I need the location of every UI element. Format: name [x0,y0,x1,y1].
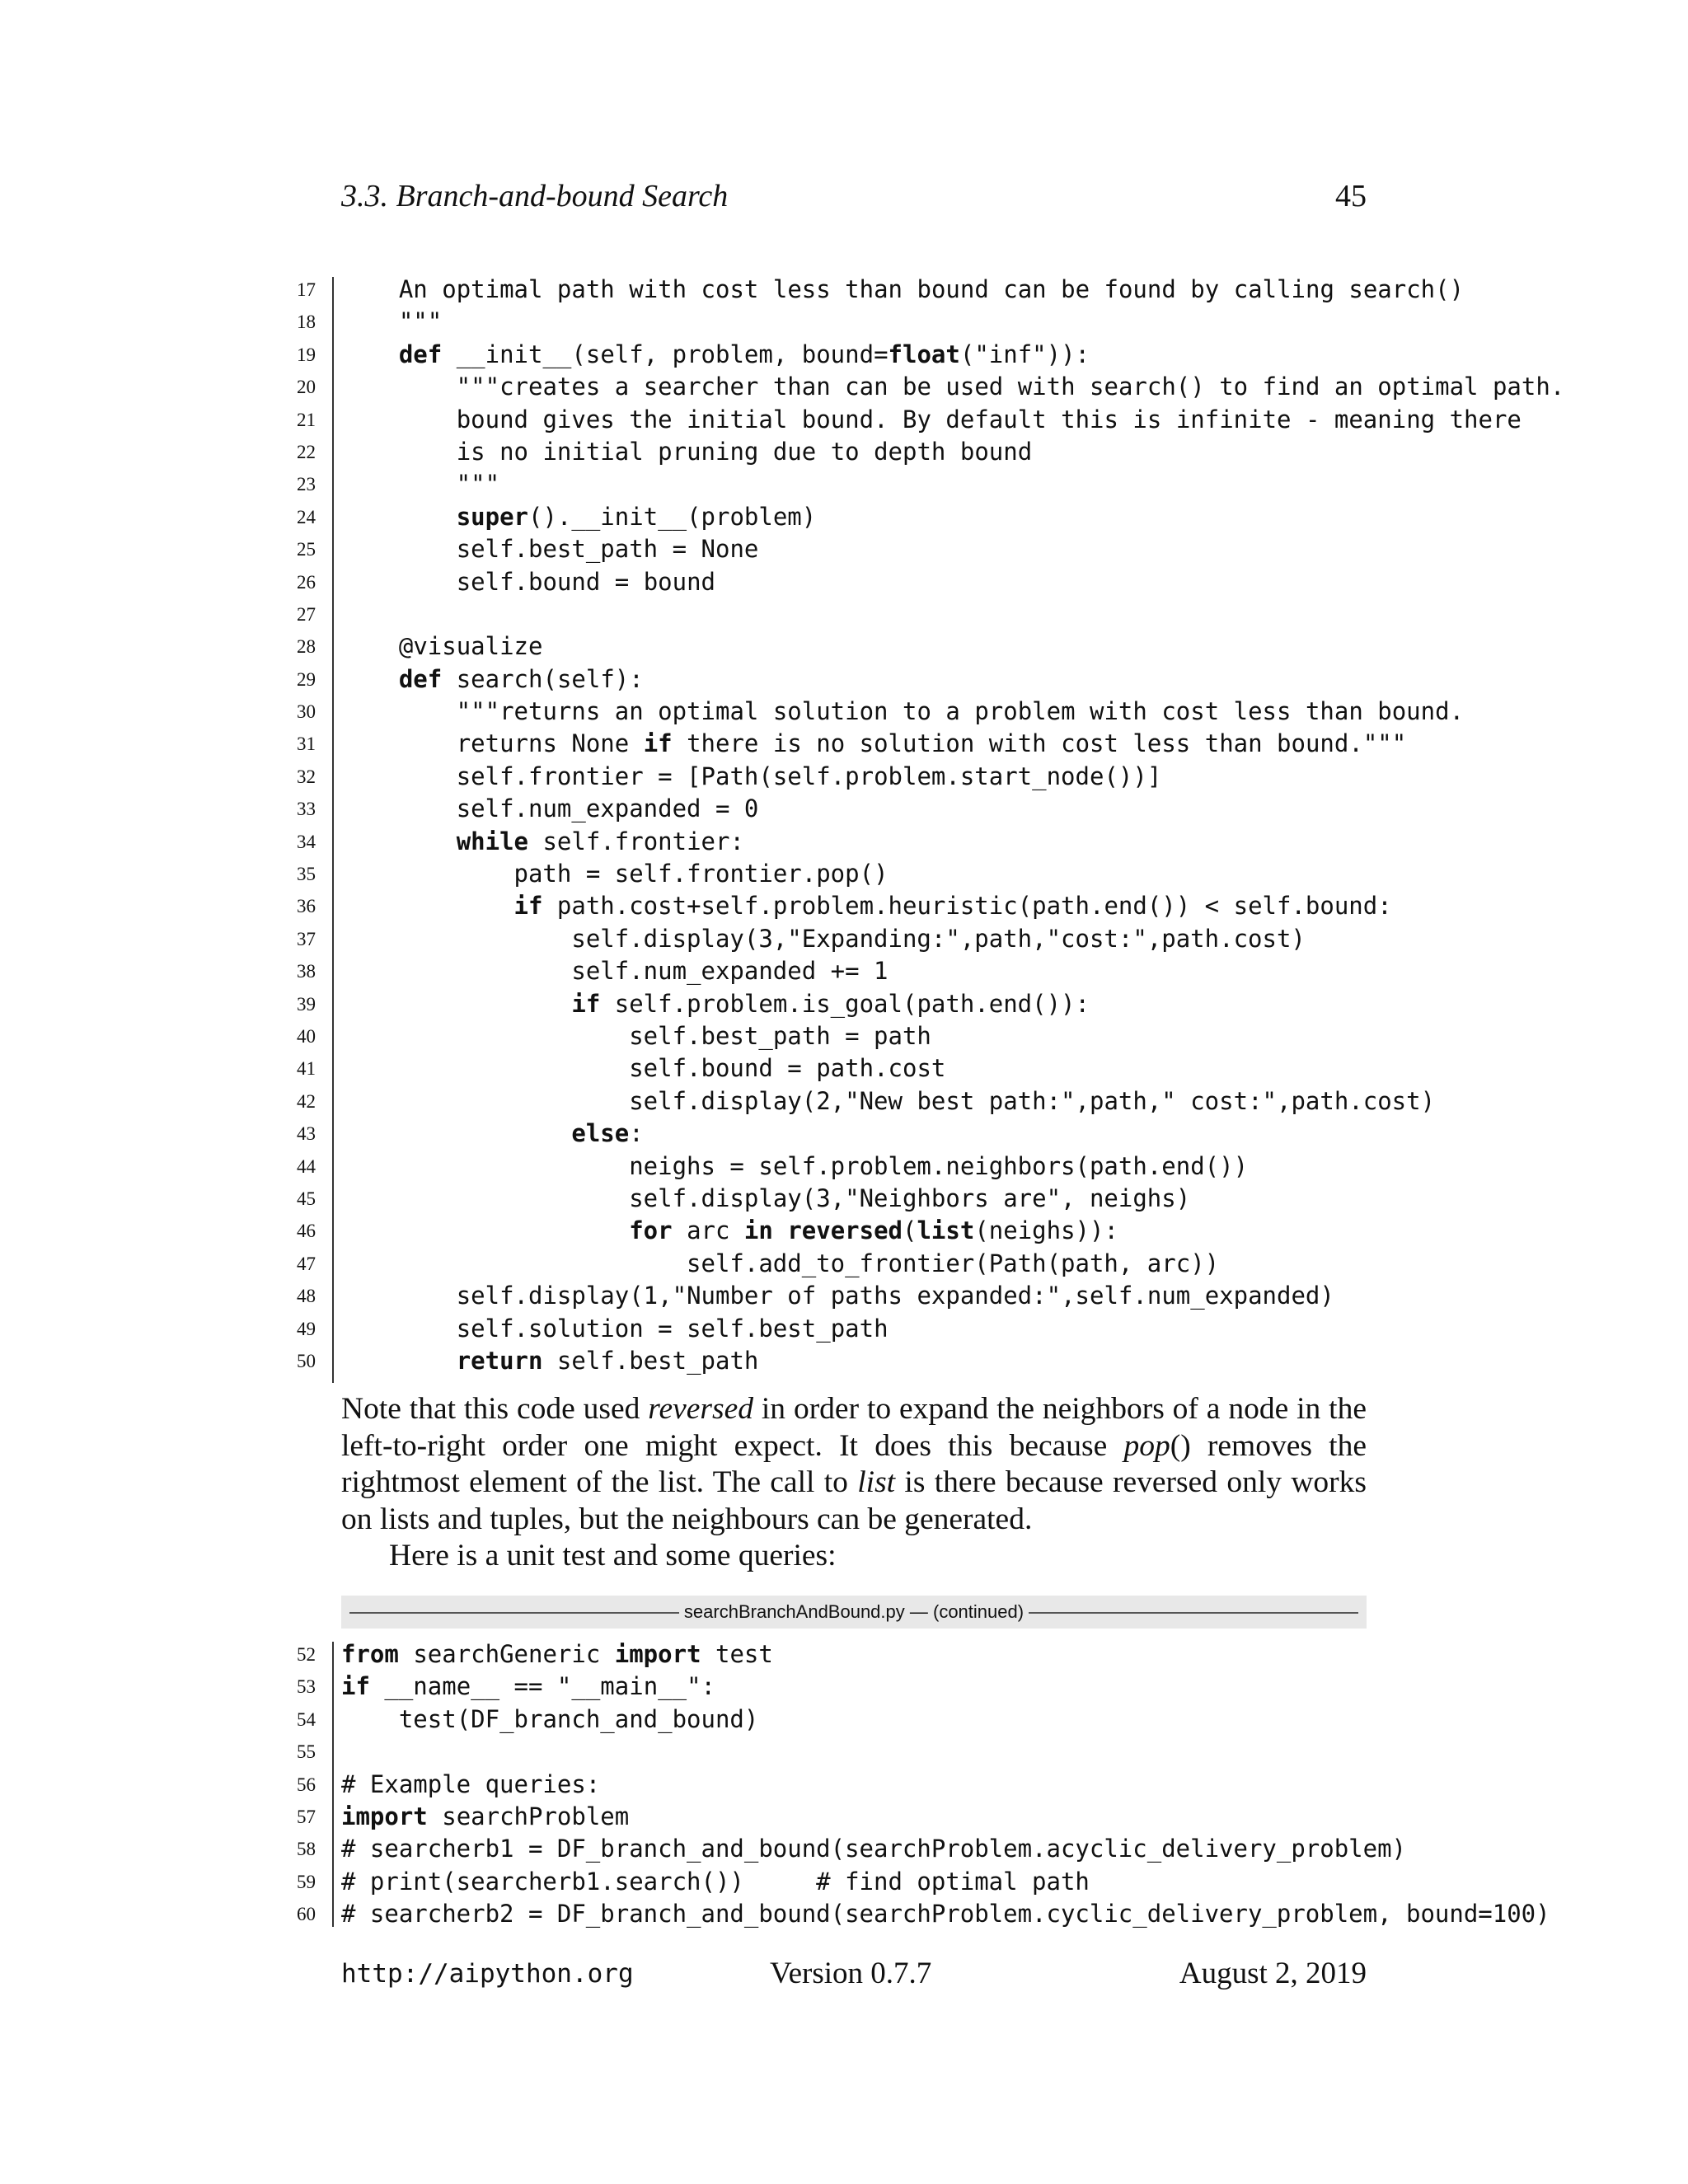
code-text: path = self.frontier.pop() [513,860,889,888]
code-text: self.display(2,"New best path:",path," cost:",path.cost) [629,1086,1436,1115]
code-text: return self.best_path [456,1346,759,1375]
code-text: # print(searcherb1.search()) # find optimal path [341,1867,1090,1896]
code-text: self.display(3,"Expanding:",path,"cost:",path.cost) [571,924,1306,953]
line-number: 22 [297,441,316,462]
footer-version: Version 0.7.7 [770,1957,932,1990]
code-line [0,1801,1688,1833]
code-line [0,1280,1688,1312]
code-line [0,1833,1688,1865]
listing-caption: searchBranchAndBound.py — (continued) [341,1599,1367,1625]
line-number: 20 [297,377,316,398]
code-line [0,890,1688,922]
line-number: 45 [297,1188,316,1209]
code-text: self.num_expanded += 1 [571,957,889,986]
code-line [0,1020,1688,1052]
code-line [0,1052,1688,1085]
code-line [0,566,1688,598]
line-number: 26 [297,571,316,593]
code-text: is no initial pruning due to depth bound [456,437,1033,466]
code-line [0,306,1688,338]
line-number: 27 [297,603,316,625]
code-line [0,274,1688,306]
code-line [0,663,1688,696]
code-text: An optimal path with cost less than bound can be found by calling search() [398,275,1465,303]
code-line [0,468,1688,500]
code-line [0,988,1688,1020]
code-line [0,1736,1688,1768]
code-line [0,436,1688,468]
line-number: 30 [297,701,316,723]
line-number: 17 [297,279,316,300]
code-text: # Example queries: [341,1769,601,1798]
line-number: 37 [297,928,316,949]
code-text: self.add_to_frontier(Path(path, arc)) [687,1249,1220,1277]
code-listing-2-rule [332,1642,334,1927]
line-number: 55 [297,1741,316,1763]
code-text: self.num_expanded = 0 [456,794,759,823]
code-text: """creates a searcher than can be used with search() to find an optimal path. [341,373,1565,401]
line-number: 46 [297,1221,316,1242]
line-number: 38 [297,961,316,982]
code-line [0,1769,1688,1801]
listing-caption-bar [341,1596,1367,1629]
line-number: 43 [297,1123,316,1145]
code-line [0,826,1688,858]
code-line [0,761,1688,793]
line-number: 50 [297,1350,316,1371]
code-line [0,858,1688,890]
code-line [0,696,1688,728]
line-number: 47 [297,1253,316,1274]
line-number: 57 [297,1806,316,1827]
line-number: 40 [297,1025,316,1047]
line-number: 29 [297,668,316,690]
code-line [0,501,1688,533]
line-number: 31 [297,733,316,755]
code-text: bound gives the initial bound. By default this is infinite - meaning there [456,405,1522,434]
line-number: 49 [297,1318,316,1339]
line-number: 53 [297,1676,316,1698]
code-listing-1 [0,274,1688,1377]
code-text: from searchGeneric import test [341,1640,773,1668]
code-line [0,1151,1688,1183]
code-line [0,533,1688,565]
code-text: super().__init__(problem) [456,502,817,531]
code-listing-2 [0,1638,1688,1931]
line-number: 42 [297,1090,316,1112]
code-text: for arc in reversed(list(neighs)): [629,1216,1118,1245]
code-line [0,630,1688,663]
paragraph-1: Note that this code used reversed in order to expand the neighbors of a node in the left-to-right order one might expect. It does this because pop() removes the rightmost element of the list. The call to list is there because reversed only works on lists and tuples, but the neighbours can be generated. [341,1392,1367,1536]
footer-url: http://aipython.org [341,1959,634,1989]
line-number: 35 [297,864,316,885]
code-text: def __init__(self, problem, bound=float("inf")): [398,340,1090,368]
code-line [0,1248,1688,1280]
code-text: """ [341,307,443,336]
code-text: if __name__ == "__main__": [341,1672,715,1701]
code-text: self.solution = self.best_path [456,1314,889,1343]
code-line [0,1345,1688,1377]
code-line [0,955,1688,987]
code-text: while self.frontier: [456,827,744,855]
code-line [0,371,1688,403]
code-line [0,1313,1688,1345]
line-number: 32 [297,766,316,787]
line-number: 52 [297,1644,316,1665]
code-text: # searcherb1 = DF_branch_and_bound(searchProblem.acyclic_delivery_problem) [341,1835,1407,1863]
code-text: self.best_path = None [456,535,759,564]
code-text: """ [341,470,500,499]
line-number: 24 [297,506,316,527]
line-number: 56 [297,1774,316,1795]
code-text: self.display(1,"Number of paths expanded:",self.num_expanded) [456,1282,1334,1310]
code-line [0,1704,1688,1736]
code-text: # searcherb2 = DF_branch_and_bound(searchProblem.cyclic_delivery_problem, bound=100) [341,1900,1550,1929]
code-text: self.best_path = path [629,1021,931,1050]
section-title: 3.3. Branch-and-bound Search [341,179,729,213]
code-text: self.bound = path.cost [629,1054,946,1083]
code-line [0,793,1688,825]
line-number: 34 [297,831,316,852]
line-number: 33 [297,799,316,820]
code-line [0,1215,1688,1247]
code-line [0,1183,1688,1215]
line-number: 41 [297,1058,316,1080]
line-number: 48 [297,1286,316,1307]
code-text: """returns an optimal solution to a problem with cost less than bound. [341,697,1465,726]
line-number: 18 [297,312,316,333]
code-line [0,339,1688,371]
code-line [0,404,1688,436]
code-text: if self.problem.is_goal(path.end()): [571,989,1090,1018]
page-number: 45 [1335,179,1367,213]
line-number: 58 [297,1839,316,1860]
line-number: 25 [297,539,316,560]
code-text: if path.cost+self.problem.heuristic(path.end()) < self.bound: [513,892,1392,921]
code-text: self.display(3,"Neighbors are", neighs) [629,1183,1191,1212]
footer-date: August 2, 2019 [1179,1957,1367,1990]
line-number: 44 [297,1155,316,1177]
code-text: neighs = self.problem.neighbors(path.end()) [629,1151,1249,1180]
code-text: self.bound = bound [456,567,716,596]
code-text: returns None if there is no solution with cost less than bound.""" [456,729,1407,758]
line-number: 60 [297,1904,316,1925]
line-number: 19 [297,344,316,365]
code-text: test(DF_branch_and_bound) [398,1704,759,1733]
code-text: def search(self): [398,664,644,693]
code-line [0,1085,1688,1118]
code-line [0,1898,1688,1930]
line-number: 59 [297,1871,316,1892]
line-number: 54 [297,1708,316,1730]
code-text: self.frontier = [Path(self.problem.start_node())] [456,762,1162,790]
paragraph-2: Here is a unit test and some queries: [389,1539,837,1573]
page-footer [341,1955,1367,1996]
code-line [0,728,1688,760]
line-number: 21 [297,409,316,430]
code-line [0,1638,1688,1671]
code-text: import searchProblem [341,1802,630,1830]
code-line [0,1118,1688,1150]
line-number: 23 [297,474,316,495]
code-text: @visualize [341,632,543,661]
code-line [0,598,1688,630]
line-number: 36 [297,896,316,917]
body-text [341,1391,1367,1575]
code-line [0,923,1688,955]
code-line [0,1671,1688,1703]
line-number: 39 [297,993,316,1015]
code-listing-1-rule [332,277,334,1383]
code-text: else: [571,1119,644,1148]
line-number: 28 [297,636,316,658]
code-line [0,1866,1688,1898]
